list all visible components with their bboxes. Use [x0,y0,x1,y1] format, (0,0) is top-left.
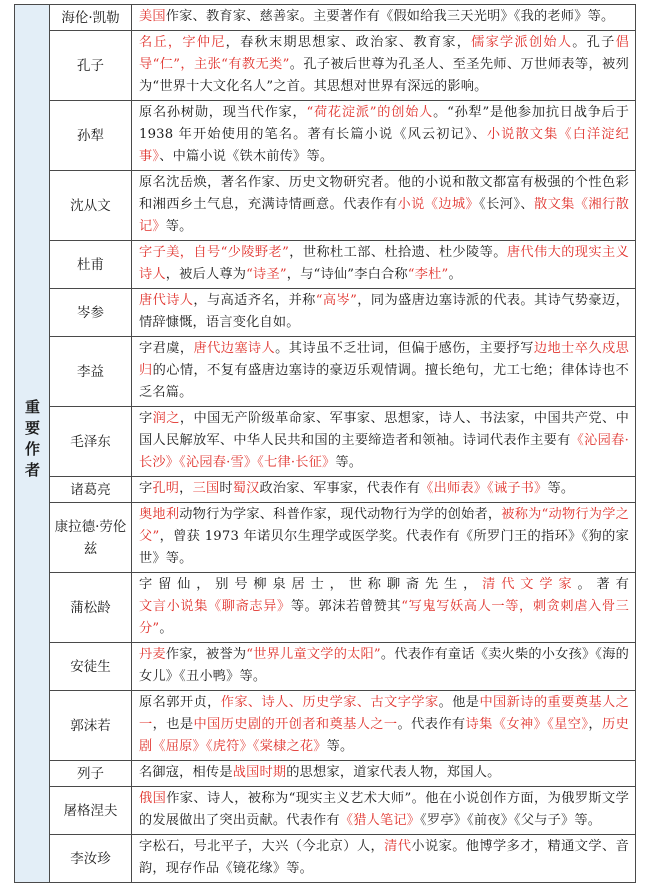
author-description [132,477,636,503]
authors-table [14,4,636,883]
description-text: 动物行为学家、科普作家，现代动物行为学的创始者， [179,507,502,522]
description-text: ，与高适齐名，并称 [193,293,316,308]
description-text: 原名孙树勋，现当代作家， [139,105,307,120]
highlighted-text: “世界儿童文学的太阳” [246,647,381,662]
section-label [15,5,50,883]
highlighted-text: 名丘，字仲尼 [139,35,226,50]
description-text: ，被后人尊为 [165,267,247,282]
description-text: ，同为盛唐边塞诗派的代表。其诗气势豪迈，情辞慷慨，语言变化自如。 [139,293,629,330]
author-name: 海伦·凯勒 [50,5,132,31]
author-name: 孔子 [50,31,132,101]
description-text: 、中篇小说《铁木前传》等。 [159,149,334,164]
description-text: ，中国无产阶级革命家、军事家、思想家，诗人、书法家，中国共产党、中国人民解放军、中华人民共和国的主要缔造者和领袖。诗词代表作主要有 [139,411,629,448]
highlighted-text: 美国 [139,9,166,24]
author-description [132,407,636,477]
description-text: 小说家。他博学多才，精通文学、音韵，现存作品《镜花缘》等。 [139,839,629,876]
author-name: 李汝珍 [50,835,132,883]
author-row [15,477,636,503]
author-name: 安徒生 [50,643,132,691]
highlighted-text: 俄国 [139,791,167,806]
highlighted-text: 蜀汉 [232,481,260,496]
description-text: 。代表作有童话《卖火柴的小女孩》《海的女儿》《丑小鸭》等。 [139,647,630,684]
highlighted-text: 被称为“动物行为学之父” [139,507,629,544]
description-text: 字君虞， [139,341,194,356]
highlighted-text: 战国时期 [232,765,287,780]
description-text: 。他是 [438,695,480,710]
author-row [15,289,636,337]
description-text: 政治家、军事家，代表作有 [259,481,421,496]
highlighted-text: “诗圣” [246,267,287,282]
highlighted-text: 唐代伟大的现实主义诗人 [139,245,629,282]
highlighted-text: “高岑” [315,293,358,308]
highlighted-text: 儒家学派创始人 [471,35,573,50]
description-text: 。 [448,267,462,282]
author-row [15,31,636,101]
author-row [15,101,636,171]
author-row [15,5,636,31]
author-name: 蒲松龄 [50,573,132,643]
highlighted-text: 历史剧《屈原》《虎符》《棠棣之花》 [139,717,630,754]
description-text: 。 [159,621,173,636]
author-row [15,337,636,407]
author-name: 康拉德·劳伦兹 [50,503,132,573]
author-description [132,337,636,407]
description-text: 名御寇，相传是 [139,765,233,780]
author-row [15,241,636,289]
author-name: 郭沫若 [50,691,132,761]
highlighted-text: 边地士卒久戍思归 [139,341,629,378]
highlighted-text: 文言小说集《聊斋志异》 [139,599,291,614]
highlighted-text: 诗集《女神》《星空》 [465,717,589,732]
highlighted-text: 丹麦 [139,647,166,662]
highlighted-text: 字子美，自号“少陵野老” [139,245,290,260]
description-text: ，世称杜工部、杜拾遗、杜少陵等。 [289,245,507,260]
author-name: 沈从文 [50,171,132,241]
highlighted-text: 中国历史剧的开创者和奠基人之一 [193,717,398,732]
author-description [132,241,636,289]
highlighted-text: 中国新诗的重要奠基人之一 [139,695,629,732]
description-text: ， [179,481,193,496]
highlighted-text: 润之 [152,411,180,426]
author-row [15,787,636,835]
description-text: 《长河》、 [479,197,534,212]
description-text: 。其诗虽不乏壮词，但偏于感伤，主要抒写 [275,341,534,356]
description-text: 等。 [547,481,575,496]
description-text: 《罗亭》《前夜》《父与子》等。 [420,813,602,828]
highlighted-text: 清代 [384,839,412,854]
author-name: 屠格涅夫 [50,787,132,835]
highlighted-text: 小说《边城》 [397,197,480,212]
author-row [15,761,636,787]
author-name: 列子 [50,761,132,787]
description-text: 原名郭开贞， [139,695,221,710]
author-description [132,31,636,101]
author-name: 孙犁 [50,101,132,171]
description-text: ， [588,717,603,732]
highlighted-text: 奥地利 [139,507,180,522]
author-name: 李益 [50,337,132,407]
highlighted-text: 《沁园春·长沙》《沁园春·雪》《七律·长征》 [139,433,629,470]
section-label-text: 重要作者 [23,399,41,483]
highlighted-text: 作家、诗人、历史学家、古文字学家 [220,695,439,710]
description-text: ，春秋末期思想家、政治家、教育家， [225,35,472,50]
author-description [132,787,636,835]
description-text: ，与“诗仙”李白合称 [286,267,408,282]
author-description [132,503,636,573]
highlighted-text: 倡导“仁”，主张“有教无类” [139,35,629,72]
author-description [132,289,636,337]
author-description [132,835,636,883]
author-row [15,573,636,643]
description-text: 作家、教育家、慈善家。主要著作有《假如给我三天光明》《我的老师》等。 [165,9,615,24]
description-text: 等。 [165,219,193,234]
author-row [15,691,636,761]
author-row [15,407,636,477]
author-name: 杜甫 [50,241,132,289]
highlighted-text: “李杜” [407,267,449,282]
description-text: ，曾获 1973 年诺贝尔生理学或医学奖。代表作有《所罗门王的指环》《狗的家世》等。 [139,529,629,566]
author-row [15,643,636,691]
description-text: 的思想家，道家代表人物，郑国人。 [286,765,501,780]
highlighted-text: 唐代诗人 [139,293,194,308]
description-text: 。孔子被后世尊为孔圣人、至圣先师、万世师表等，被列为“世界十大文化名人”之首。其思想对世界有深远的影响。 [139,57,629,94]
description-text: 字松石，号北平子，大兴（今北京）人， [139,839,385,854]
description-text: 作家，被誉为 [165,647,247,662]
author-name: 毛泽东 [50,407,132,477]
author-row [15,503,636,573]
highlighted-text: “荷花淀派”的创始人 [306,105,434,120]
description-text: 的心情，不复有盛唐边塞诗的豪迈乐观情调。擅长绝句，尤工七绝；律体诗也不乏名篇。 [139,363,630,400]
description-text: 字 [139,411,153,426]
description-text: 作家、诗人，被称为“现实主义艺术大师”。他在小说创作方面，为俄罗斯文学的发展做出了突出贡献。代表作有 [139,791,629,828]
highlighted-text: 小说散文集《白洋淀纪事》 [139,127,629,164]
author-name: 岑参 [50,289,132,337]
author-description [132,171,636,241]
author-row [15,171,636,241]
author-description [132,101,636,171]
description-text: 等。 [326,739,354,754]
highlighted-text: 《出师表》《诫子书》 [420,481,548,496]
description-text: 。“孙犁”是他参加抗日战争后于 1938 年开始使用的笔名。著有长篇小说《风云初记》、 [139,105,630,142]
description-text: 原名沈岳焕，著名作家、历史文物研究者。他的小说和散文都富有极强的个性色彩和湘西乡土气息，充满诗情画意。代表作有 [139,175,629,212]
author-row [15,835,636,883]
author-description [132,643,636,691]
author-description [132,691,636,761]
highlighted-text: 三国 [192,481,220,496]
author-description [132,573,636,643]
author-description [132,5,636,31]
description-text: 字 [139,481,153,496]
author-name: 诸葛亮 [50,477,132,503]
description-text: 。孔子 [572,35,616,50]
description-text: 。著有 [577,577,629,592]
description-text: 。代表作有 [397,717,466,732]
description-text: ，也是 [152,717,194,732]
highlighted-text: “写鬼写妖高人一等，刺贪刺虐入骨三分” [139,599,630,636]
description-text: 字留仙，别号柳泉居士，世称聊斋先生， [139,577,483,592]
description-text: 时 [219,481,233,496]
authors-table-body [15,5,636,883]
highlighted-text: 清代文学家 [482,577,578,592]
highlighted-text: 孔明 [152,481,180,496]
highlighted-text: 散文集《湘行散记》 [139,197,629,234]
description-text: 等。 [335,455,363,470]
description-text: 等。郭沫若曾赞其 [290,599,402,614]
author-description [132,761,636,787]
highlighted-text: 唐代边塞诗人 [193,341,276,356]
highlighted-text: 《猎人笔记》 [339,813,421,828]
